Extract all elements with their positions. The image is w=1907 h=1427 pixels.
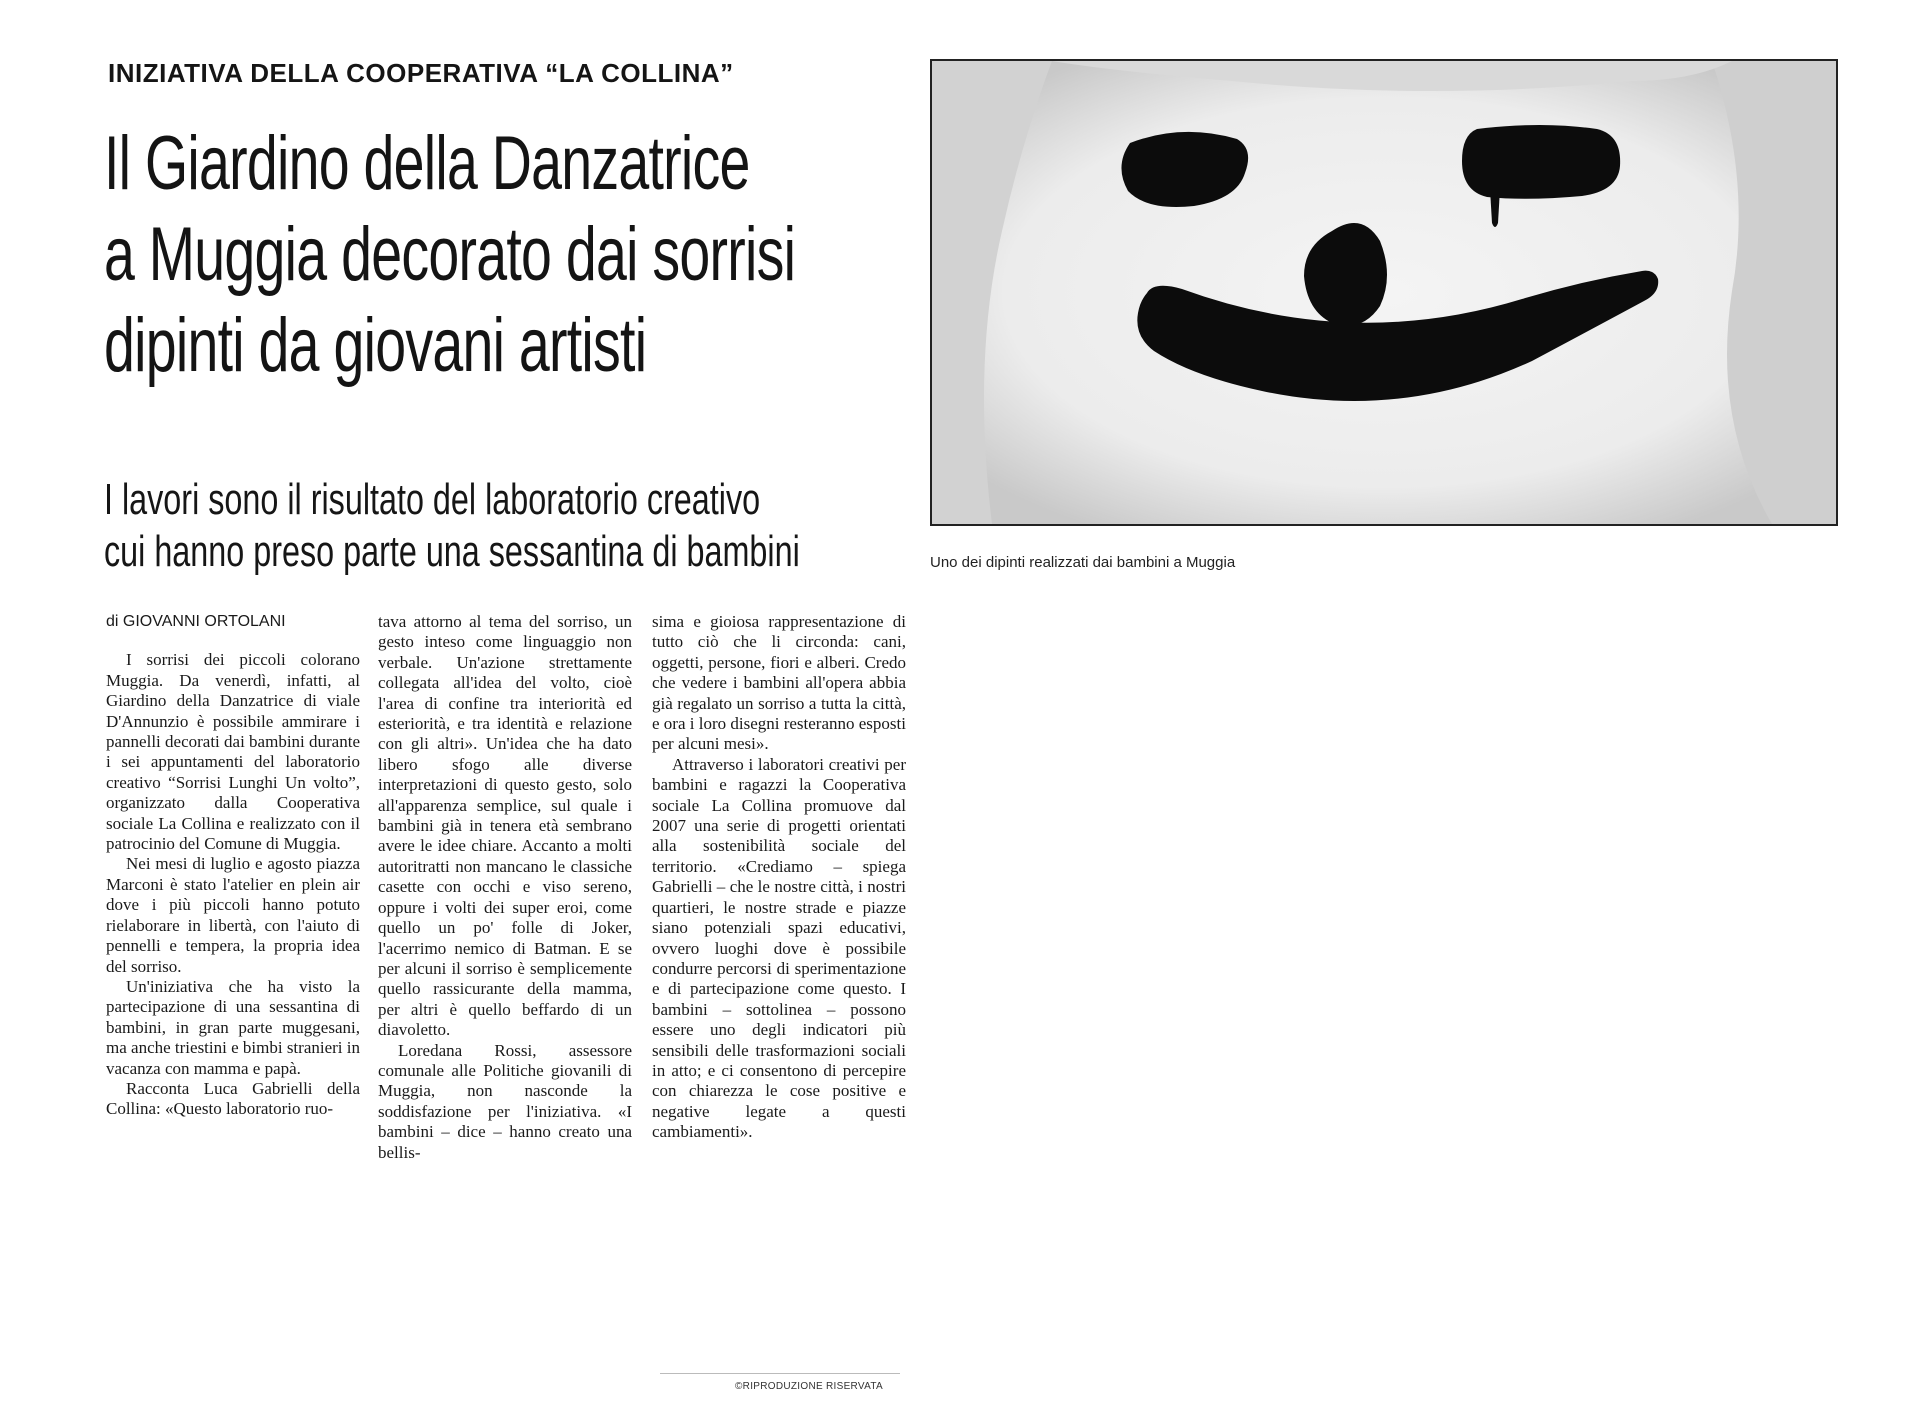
article-paragraph: Un'iniziativa che ha visto la partecipazione di una sessantina di bambini, in gran parte muggesani, ma anche triestini e bimbi stranieri in vacanza con mamma e papà. — [106, 976, 360, 1078]
article-paragraph: tava attorno al tema del sorriso, un gesto inteso come linguaggio non verbale. Un'azione strettamente collegata all'idea del volto, cioè l'area di confine tra interiorità ed esteriorità, e tra identità e relazione con gli altri». Un'idea che ha dato libero sfogo alle diverse interpretazioni di questo gesto, solo all'apparenza semplice, sul quale i bambini già in tenera età sembrano avere le idee chiare. Accanto a molti autoritratti non mancano le classiche casette con occhi e viso sereno, oppure i volti dei super eroi, come quello un po' folle di Joker, l'acerrimo nemico di Batman. E se per alcuni il sorriso è semplicemente quello rassicurante della mamma, per altri è quello beffardo di un diavoletto. — [378, 612, 632, 1040]
right-eye-mark — [1462, 125, 1620, 199]
article-paragraph: Attraverso i laboratori creativi per bambini e ragazzi la Cooperativa sociale La Collina promuove dal 2007 una serie di progetti orientati alla sostenibilità sociale del territorio. «Crediamo – spiega Gabrielli – che le nostre città, i nostri quartieri, le nostre strade e piazze siano potenziali spazi educativi, ovvero luoghi dove è possibile condurre percorsi di sperimentazione e di partecipazione come questo. I bambini – sottolinea – possono essere uno degli indicatori più sensibili delle trasformazioni sociali in atto; e ci consentono di percepire con chiarezza le cose positive e negative legate a questi cambiamenti». — [652, 754, 906, 1142]
article-column-1 — [106, 612, 360, 1120]
copyright-notice: ©RIPRODUZIONE RISERVATA — [735, 1381, 883, 1392]
photo-caption: Uno dei dipinti realizzati dai bambini a Muggia — [930, 554, 1236, 571]
divider — [660, 1373, 900, 1374]
subheadline — [104, 474, 800, 578]
painted-smiley-face-image — [932, 61, 1836, 524]
article-paragraph: Loredana Rossi, assessore comunale alle Politiche giovanili di Muggia, non nasconde la soddisfazione per l'iniziativa. «I bambini – dice – hanno creato una bellis- — [378, 1040, 632, 1162]
subheadline-line: cui hanno preso parte una sessantina di bambini — [104, 527, 800, 576]
kicker: INIZIATIVA DELLA COOPERATIVA “LA COLLINA” — [108, 58, 734, 88]
article-column-2 — [378, 612, 632, 1163]
article-paragraph: I sorrisi dei piccoli colorano Muggia. Da venerdì, infatti, al Giardino della Danzatrice di viale D'Annunzio è possibile ammirare i pannelli decorati dai bambini durante i sei appuntamenti del laboratorio creativo “Sorrisi Lunghi Un volto”, organizzato dalla Cooperativa sociale La Collina e realizzato con il patrocinio del Comune di Muggia. — [106, 650, 360, 854]
article-paragraph: sima e gioiosa rappresentazione di tutto ciò che li circonda: cani, oggetti, persone, fiori e alberi. Credo che vedere i bambini all'opera abbia già regalato un sorriso a tutta la città, e ora i loro disegni resteranno esposti per alcuni mesi». — [652, 612, 906, 754]
article-paragraph: Racconta Luca Gabrielli della Collina: «Questo laboratorio ruo- — [106, 1078, 360, 1119]
article-column-3 — [652, 612, 906, 1143]
headline-line: Il Giardino della Danzatrice — [104, 121, 750, 206]
smiley-painting-photo — [930, 59, 1838, 526]
headline — [104, 118, 796, 391]
column-body — [106, 650, 360, 1119]
article-paragraph: Nei mesi di luglio e agosto piazza Marconi è stato l'atelier en plein air dove i più piccoli hanno potuto rielaborare in libertà, con l'aiuto di pennelli e tempera, la propria idea del sorriso. — [106, 854, 360, 976]
byline: di GIOVANNI ORTOLANI — [106, 613, 286, 630]
headline-line: dipinti da giovani artisti — [104, 303, 647, 388]
headline-line: a Muggia decorato dai sorrisi — [104, 212, 796, 297]
subheadline-line: I lavori sono il risultato del laboratorio creativo — [104, 475, 761, 524]
column-body — [652, 612, 906, 1143]
column-body — [378, 612, 632, 1163]
